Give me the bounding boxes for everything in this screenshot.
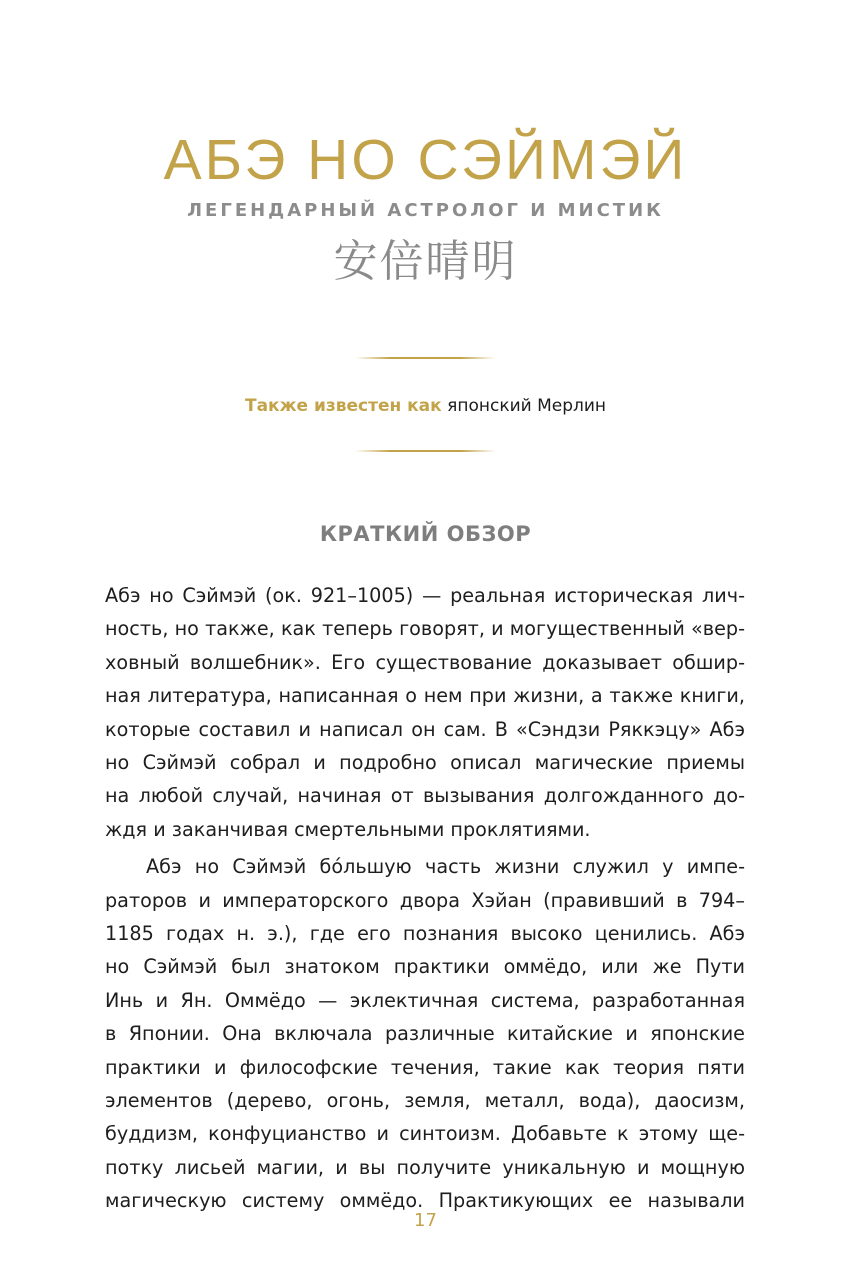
text-line: ная литература, написанная о нем при жизни, а также книги, — [105, 684, 745, 707]
text-line: потку лисьей магии, и вы получите уникальную и мощную — [105, 1156, 745, 1179]
text-line: ховный волшебник». Его существование доказывает обшир- — [105, 651, 745, 674]
page-title: АБЭ НО СЭЙМЭЙ — [163, 128, 688, 192]
text-line: раторов и императорского двора Хэйан (правивший в 794– — [105, 889, 745, 912]
text-line: Абэ но Сэймэй бóльшую часть жизни служил у импе- — [146, 855, 745, 878]
text-line: ждя и заканчивая смертельными проклятиями. — [105, 818, 591, 841]
text-line: магическую систему оммёдо. Практикующих ее называли — [105, 1189, 745, 1212]
text-line: 1185 годах н. э.), где его познания высоко ценились. Абэ — [105, 922, 745, 945]
gold-divider-bottom — [355, 450, 496, 452]
text-line: Инь и Ян. Оммёдо — эклектичная система, разработанная — [105, 989, 745, 1012]
text-line: практики и философские течения, такие как теория пяти — [105, 1056, 745, 1079]
also-known-as-label: Также известен как — [244, 396, 442, 416]
text-line: на любой случай, начиная от вызывания долгожданного до- — [105, 784, 745, 807]
text-line: в Японии. Она включала различные китайские и японские — [105, 1022, 745, 1045]
text-line: Абэ но Сэймэй (ок. 921–1005) — реальная историческая лич- — [105, 584, 745, 607]
text-line: ность, но также, как теперь говорят, и могущественный «вер- — [105, 617, 745, 640]
text-line: буддизм, конфуцианство и синтоизм. Добавьте к этому ще- — [105, 1122, 745, 1145]
page-number: 17 — [414, 1210, 437, 1231]
also-known-as-value: японский Мерлин — [447, 396, 607, 416]
gold-divider-top — [355, 357, 496, 359]
kanji-name: 安倍晴明 — [333, 236, 518, 287]
text-line: которые составил и написал он сам. В «Сэндзи Ряккэцу» Абэ — [105, 718, 745, 741]
text-line: но Сэймэй был знатоком практики оммёдо, или же Пути — [105, 955, 745, 978]
section-heading: КРАТКИЙ ОБЗОР — [319, 522, 532, 546]
page-subtitle: ЛЕГЕНДАРНЫЙ АСТРОЛОГ И МИСТИК — [187, 200, 664, 221]
also-known-as — [0, 393, 851, 419]
text-line: элементов (дерево, огонь, земля, металл, вода), даосизм, — [105, 1089, 745, 1112]
text-line: но Сэймэй собрал и подробно описал магические приемы — [105, 751, 745, 774]
